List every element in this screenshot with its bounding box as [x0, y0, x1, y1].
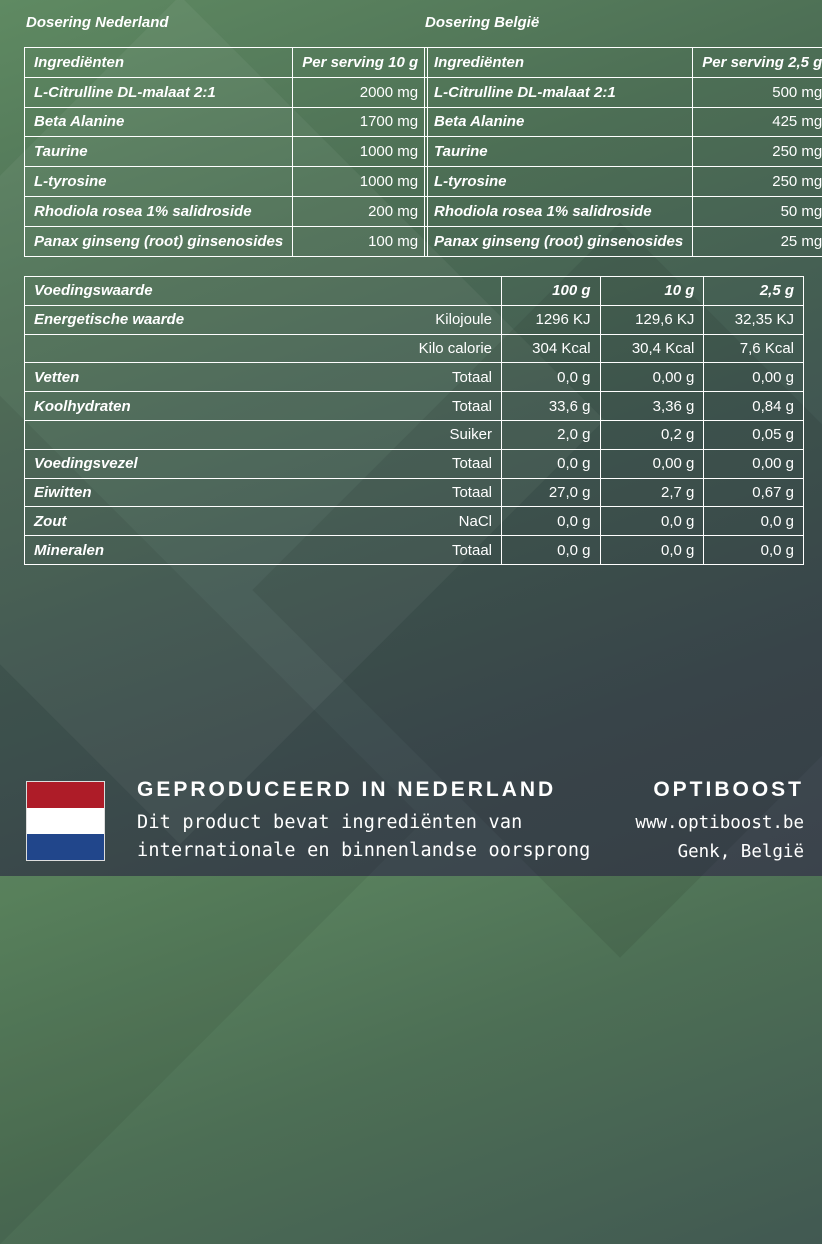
location-text: Genk, België [678, 842, 804, 862]
origin-line-1: Dit product bevat ingrediënten van [137, 812, 523, 833]
table-row [25, 536, 804, 565]
table-row [25, 77, 428, 107]
ingredient-name: Beta Alanine [25, 107, 293, 137]
nutrient-value: 3,36 g [600, 392, 704, 421]
nutrient-name: Voedingsvezel [25, 449, 214, 478]
nutrient-value: 0,84 g [704, 392, 804, 421]
ingredient-name: Taurine [25, 137, 293, 167]
nutrient-value: 32,35 KJ [704, 305, 804, 334]
nutrient-name [25, 334, 214, 363]
ingredient-amount: 100 mg [293, 226, 428, 256]
table-row [425, 137, 822, 167]
ingredient-name: Beta Alanine [425, 107, 693, 137]
ingredient-name: L-tyrosine [25, 167, 293, 197]
ingredient-amount: 1000 mg [293, 137, 428, 167]
table-row [425, 196, 822, 226]
nutrient-name: Eiwitten [25, 478, 214, 507]
nutrition-header-label: Voedingswaarde [25, 277, 214, 306]
nutrient-value: 304 Kcal [502, 334, 601, 363]
ingredient-amount: 1000 mg [293, 167, 428, 197]
flag-stripe-white [27, 808, 104, 834]
table-row [25, 420, 804, 449]
nutrient-name: Energetische waarde [25, 305, 214, 334]
nutrient-unit: Totaal [213, 392, 502, 421]
flag-stripe-red [27, 782, 104, 808]
table-row [425, 107, 822, 137]
netherlands-flag-icon [26, 781, 105, 861]
brand-name: OPTIBOOST [653, 778, 804, 802]
ingredient-name: L-Citrulline DL-malaat 2:1 [425, 77, 693, 107]
nutrient-unit: Totaal [213, 363, 502, 392]
nutrition-table [24, 276, 804, 565]
header-serving: Per serving 2,5 g [693, 48, 822, 78]
ingredient-amount: 2000 mg [293, 77, 428, 107]
nutrient-value: 0,0 g [600, 507, 704, 536]
dosering-nl-title: Dosering Nederland [26, 14, 169, 31]
ingredient-name: Panax ginseng (root) ginsenosides [425, 226, 693, 256]
table-row [25, 449, 804, 478]
table-row [25, 305, 804, 334]
nutrition-header-100g: 100 g [502, 277, 601, 306]
nutrient-unit: Totaal [213, 449, 502, 478]
nutrient-name: Vetten [25, 363, 214, 392]
ingredient-amount: 50 mg [693, 196, 822, 226]
nutrient-value: 0,0 g [502, 363, 601, 392]
nutrient-value: 0,0 g [704, 536, 804, 565]
dosering-nl-table [24, 47, 428, 257]
table-row [25, 478, 804, 507]
nutrient-name: Zout [25, 507, 214, 536]
table-row [425, 77, 822, 107]
dosering-be-title: Dosering België [425, 14, 539, 31]
ingredient-amount: 500 mg [693, 77, 822, 107]
nutrient-unit: NaCl [213, 507, 502, 536]
ingredient-amount: 250 mg [693, 137, 822, 167]
nutrient-value: 0,0 g [502, 536, 601, 565]
nutrient-value: 0,0 g [704, 507, 804, 536]
ingredient-amount: 425 mg [693, 107, 822, 137]
table-row [25, 107, 428, 137]
nutrient-unit: Kilo calorie [213, 334, 502, 363]
nutrient-value: 2,7 g [600, 478, 704, 507]
origin-line-2: internationale en binnenlandse oorsprong [137, 840, 591, 861]
header-ingredients: Ingrediënten [25, 48, 293, 78]
header-serving: Per serving 10 g [293, 48, 428, 78]
nutrient-value: 0,00 g [704, 363, 804, 392]
table-row [25, 363, 804, 392]
nutrient-value: 0,0 g [600, 536, 704, 565]
nutrient-value: 1296 KJ [502, 305, 601, 334]
website-url: www.optiboost.be [635, 813, 804, 833]
nutrient-value: 0,67 g [704, 478, 804, 507]
nutrient-unit: Suiker [213, 420, 502, 449]
nutrient-value: 0,0 g [502, 507, 601, 536]
table-row [25, 226, 428, 256]
nutrient-value: 129,6 KJ [600, 305, 704, 334]
dosering-be-table [424, 47, 822, 257]
nutrient-value: 0,00 g [600, 363, 704, 392]
ingredient-amount: 200 mg [293, 196, 428, 226]
nutrition-header-10g: 10 g [600, 277, 704, 306]
ingredient-name: Rhodiola rosea 1% salidroside [425, 196, 693, 226]
nutrient-value: 30,4 Kcal [600, 334, 704, 363]
nutrient-value: 2,0 g [502, 420, 601, 449]
table-row [25, 196, 428, 226]
nutrient-unit: Totaal [213, 478, 502, 507]
nutrient-value: 7,6 Kcal [704, 334, 804, 363]
nutrient-value: 0,00 g [600, 449, 704, 478]
nutrient-unit: Totaal [213, 536, 502, 565]
ingredient-name: Taurine [425, 137, 693, 167]
nutrition-header-2-5g: 2,5 g [704, 277, 804, 306]
nutrient-value: 0,0 g [502, 449, 601, 478]
ingredient-amount: 1700 mg [293, 107, 428, 137]
ingredient-name: Panax ginseng (root) ginsenosides [25, 226, 293, 256]
nutrient-value: 0,2 g [600, 420, 704, 449]
nutrient-value: 0,00 g [704, 449, 804, 478]
table-header-row [25, 48, 428, 78]
table-header-row [25, 277, 804, 306]
flag-stripe-blue [27, 834, 104, 860]
ingredient-name: L-tyrosine [425, 167, 693, 197]
ingredient-amount: 250 mg [693, 167, 822, 197]
table-row [25, 334, 804, 363]
nutrient-name: Koolhydraten [25, 392, 214, 421]
table-row [25, 507, 804, 536]
nutrient-unit: Kilojoule [213, 305, 502, 334]
ingredient-amount: 25 mg [693, 226, 822, 256]
nutrition-header-unit [213, 277, 502, 306]
table-row [25, 392, 804, 421]
nutrient-value: 0,05 g [704, 420, 804, 449]
ingredient-name: Rhodiola rosea 1% salidroside [25, 196, 293, 226]
table-header-row [425, 48, 822, 78]
table-row [425, 167, 822, 197]
table-row [25, 137, 428, 167]
nutrient-value: 33,6 g [502, 392, 601, 421]
header-ingredients: Ingrediënten [425, 48, 693, 78]
nutrient-name: Mineralen [25, 536, 214, 565]
nutrient-value: 27,0 g [502, 478, 601, 507]
ingredient-name: L-Citrulline DL-malaat 2:1 [25, 77, 293, 107]
table-row [425, 226, 822, 256]
produced-in-heading: GEPRODUCEERD IN NEDERLAND [137, 778, 556, 802]
table-row [25, 167, 428, 197]
nutrient-name [25, 420, 214, 449]
